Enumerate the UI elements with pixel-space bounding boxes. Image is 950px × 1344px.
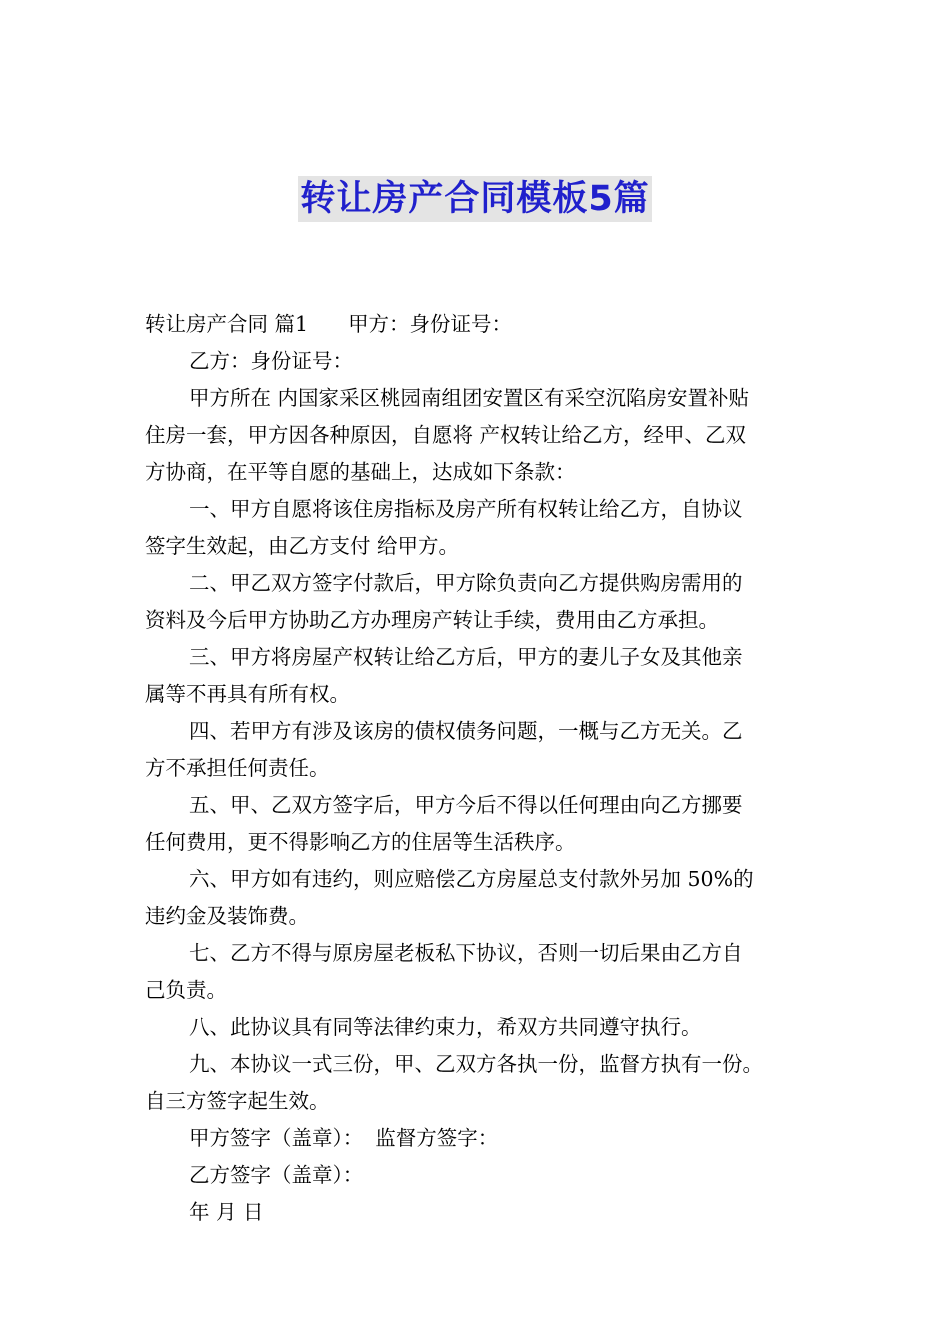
document-title: 转让房产合同模板5篇 [298,176,651,222]
clause-line: 七、乙方不得与原房屋老板私下协议，否则一切后果由乙方自 [189,941,743,965]
first-line [145,306,810,343]
clause-line: 四、若甲方有涉及该房的债权债务问题，一概与乙方无关。乙 [189,719,743,743]
clause-line: 属等不再具有所有权。 [145,682,350,706]
paragraph-line: 乙方：身份证号： [189,349,353,373]
party-a-id: 甲方：身份证号： [348,312,513,336]
supervisor-signature: 监督方签字： [375,1126,499,1150]
party-b-signature: 乙方签字（盖章）： [189,1163,364,1187]
clause-line: 一、甲方自愿将该住房指标及房产所有权转让给乙方，自协议 [189,497,743,521]
clause-line: 方不承担任何责任。 [145,756,330,780]
clause-line: 自三方签字起生效。 [145,1089,330,1113]
clause-line: 六、甲方如有违约，则应赔偿乙方房屋总支付款外另加 50%的 [189,867,754,891]
clause-line: 资料及今后甲方协助乙方办理房产转让手续，费用由乙方承担。 [145,608,719,632]
section-heading: 转让房产合同 篇1 [145,312,309,336]
paragraph-line: 方协商，在平等自愿的基础上，达成如下条款： [145,460,576,484]
clause-line: 违约金及装饰费。 [145,904,309,928]
title-container [0,176,950,222]
clause-line: 八、此协议具有同等法律约束力，希双方共同遵守执行。 [189,1015,702,1039]
clause-line: 签字生效起，由乙方支付 给甲方。 [145,534,460,558]
clause-line: 九、本协议一式三份，甲、乙双方各执一份，监督方执有一份。 [189,1052,763,1076]
paragraph-line: 甲方所在 内国家采区桃园南组团安置区有采空沉陷房安置补贴 [189,386,750,410]
clause-line: 二、甲乙双方签字付款后，甲方除负责向乙方提供购房需用的 [189,571,743,595]
party-a-signature: 甲方签字（盖章）： [189,1126,364,1150]
clause-line: 五、甲、乙双方签字后，甲方今后不得以任何理由向乙方挪要 [189,793,743,817]
clause-line: 己负责。 [145,978,227,1002]
clause-line: 任何费用，更不得影响乙方的住居等生活秩序。 [145,830,576,854]
date-line: 年 月 日 [189,1200,264,1224]
document-body [145,306,810,1231]
signature-line [145,1120,810,1157]
paragraph-line: 住房一套，甲方因各种原因，自愿将 产权转让给乙方，经甲、乙双 [145,423,747,447]
clause-line: 三、甲方将房屋产权转让给乙方后，甲方的妻儿子女及其他亲 [189,645,743,669]
